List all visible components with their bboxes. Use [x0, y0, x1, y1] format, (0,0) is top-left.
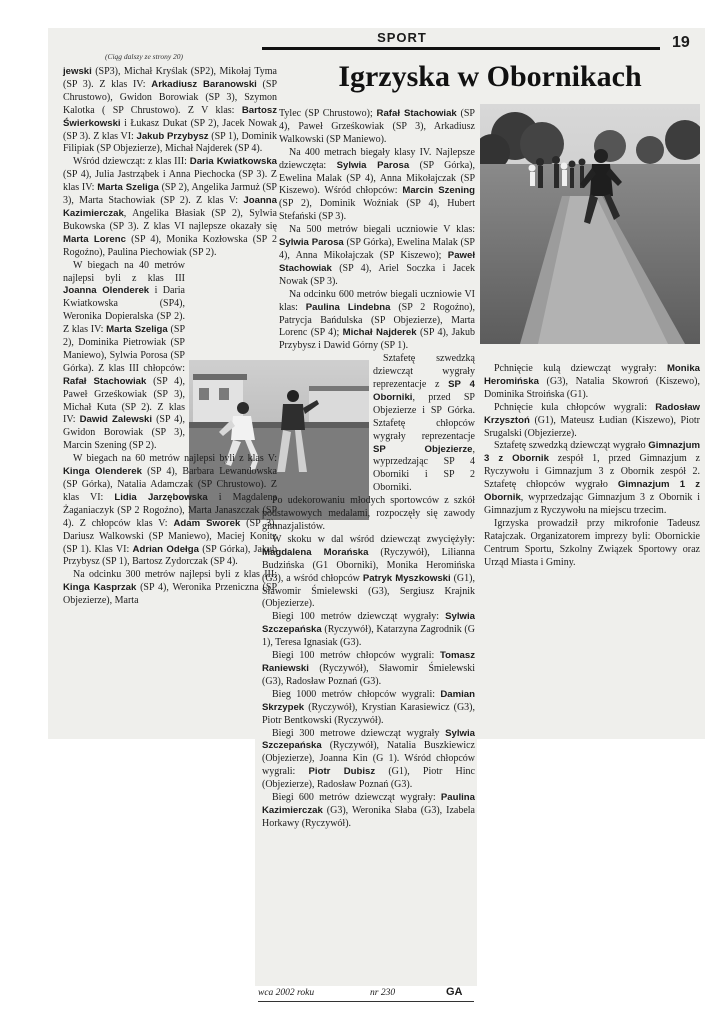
paragraph: Wśród dziewcząt: z klas III: Daria Kwiatkowska (SP 4), Julia Jastrząbek i Anna Piechocka (SP 3). Z klas IV: Marta Szeliga (SP 2), Angelika Jarmuż (SP 3), Marta Stachowiak (SP 2). Z klas V: Joanna Kazimierczak, Angelika Błasiak (SP 2), Sylwia Bukowska (SP 3). Z klas VI najlepsze okazały się Marta Lorenc (SP 4), Monika Kozłowska (SP 2 Rogoźno), Paulina Piechowiak (SP 2). [63, 156, 278, 258]
footer-issue-number: nr 230 [370, 988, 396, 998]
paragraph: Pchnięcie kula chłopców wygrali: Radosław Krzysztoń (G1), Mateusz Łudian (Kiszewo), Piotr Srugalski (Objezierze). [484, 401, 700, 439]
paragraph: Bieg 1000 metrów chłopców wygrali: Damian Skrzypek (Ryczywół), Krystian Karasiewicz (G3), Piotr Bentkowski (Ryczywół). [262, 688, 475, 726]
article-column-2 [262, 108, 475, 831]
paragraph: Tylec (SP Chrustowo); Rafał Stachowiak (SP 4), Paweł Grześkowiak (SP 3), Arkadiusz Walkowski (SP Maniewo). [279, 108, 475, 145]
long-jump-photo [480, 104, 700, 344]
paragraph: Na odcinku 600 metrów biegali uczniowie VI klas: Paulina Lindebna (SP 2 Rogoźno), Patrycja Bańdulska (SP Objezierze), Marta Lorenc (SP 4); Michał Najderek (SP 4), Jakub Przybysz i Dawid Górny (SP 1). [279, 288, 475, 352]
footer-rule [258, 1001, 474, 1002]
paragraph: Biegi 100 metrów dziewcząt wygrały: Sylwia Szczepańska (Ryczywół), Katarzyna Zagrodnik (G 1), Teresa Ignasiak (G3). [262, 611, 475, 649]
continued-note: (Ciąg dalszy ze strony 20) [104, 52, 184, 61]
paragraph: Sztafetę szwedzką dziewcząt wygrały reprezentacje z SP 4 Oborniki, przed SP Objezierze i SP Górka. Sztafetę chłopców wygrały reprezentacje SP Objezierze, wyprzedzając SP 4 Oborniki i SP 2 Oborniki. [373, 353, 475, 494]
paragraph: Po udekorowaniu młodych sportowców z szkół podstawowych medalami, rozpoczęły się zawody gimnazjalistów. [262, 495, 475, 532]
paragraph: W biegach na 60 metrów najlepsi byli z klas V: Kinga Olenderek (SP 4), Barbara Lewandowska (SP Górka), Natalia Adamczak (SP Chrustowo). Z klas VI: Lidia Jarzębowska i Magdalena Żaganiaczyk (SP 2 Rogoźno), Marta Janaszczak (SP 4). Z chłopców klas V: Adam Sworek (SP 3), Dariusz Walkowski (SP Maniewo), Maciej Konitz (SP 1). Klas VI: Adrian Odełga (SP Górka), Jakub Przybysz (SP 1), Bartosz Zydorczak (SP 4). [63, 453, 278, 568]
article-column-1 [63, 66, 277, 608]
paragraph: Na odcinku 300 metrów najlepsi byli z klas III: Kinga Kasprzak (SP 4), Weronika Przeniczna (SP Objezierze), Marta [63, 569, 278, 607]
paragraph: jewski (SP3), Michał Kryślak (SP2), Mikołaj Tyma (SP 3). Z klas IV: Arkadiusz Baranowski (SP Chrustowo), Gwidon Borowiak (SP 3), Szymon Kalotka ( SP Chrustowo). Z V klas: Bartosz Świerkowski i Łukasz Dukat (SP 2), Jacek Nowak (SP 3). Z klas VI: Jakub Przybysz (SP 1), Dominik Filipiak (SP Objezierze), Michał Najderek (SP 4). [63, 66, 278, 155]
paragraph: Biegi 600 metrów dziewcząt wygrały: Paulina Kazimierczak (G3), Weronika Słaba (G3), Izabela Horkawy (Ryczywół). [262, 792, 475, 829]
paragraph: Igrzyska prowadził przy mikrofonie Tadeusz Ratajczak. Organizatorem imprezy byli: Obornickie Centrum Sportu, Szkolny Związek Sportowy oraz Urząd Miasta i Gminy. [484, 517, 700, 568]
footer-date: wca 2002 roku [258, 988, 315, 998]
paragraph: Pchnięcie kulą dziewcząt wygrały: Monika Heromińska (G3), Natalia Skowroń (Kiszewo), Dominika Stroińska (G1). [484, 363, 700, 400]
section-title: SPORT [377, 30, 427, 45]
paragraph: Na 500 metrów biegali uczniowie V klas: Sylwia Parosa (SP Górka), Ewelina Malak (SP 4), Anna Mikołajczak (SP Kiszewo); Paweł Stachowiak (SP 4), Ariel Soczka i Jacek Nowak (SP 3). [279, 224, 475, 287]
article-column-3 [484, 363, 700, 570]
paragraph: Na 400 metrach biegały klasy IV. Najlepsze dziewczęta: Sylwia Parosa (SP Górka), Ewelina Malak (SP 4), Anna Mikołajczak (SP Kiszewo). Wśród chłopców: Marcin Szening (SP 2), Dominik Woźniak (SP 4), Hubert Stefański (SP 3). [279, 146, 475, 223]
paragraph: W biegach na 40 metrów najlepsi byli z klas III Joanna Olenderek i Daria Kwiatkowska (SP4), Weronika Dopieralska (SP 2). Z klas IV: Marta Szeliga (SP 2), Dominika Pietrowiak (SP Maniewo), Sylwia Porosa (SP Górka). Z klas III chłopców: Rafał Stachowiak (SP 4), Paweł Grześkowiak (SP 3), Michał Kuta (SP 2). Z klas IV: Dawid Zalewski (SP 4), Gwidon Borowiak (SP 3), Marcin Szening (SP 2). [63, 259, 185, 452]
paragraph: Biegi 100 metrów chłopców wygrali: Tomasz Raniewski (Ryczywół), Sławomir Śmielewski (G3), Radosław Poznań (G3). [262, 650, 475, 687]
paragraph: Sztafetę szwedzką dziewcząt wygrało Gimnazjum 3 z Obornik zespół 1, przed Gimnazjum z Ryczywołu i Gimnazjum 3 z Obornik zespół 2. Sztafetę chłopców wygrało Gimnazjum 1 z Obornik, wyprzedzając Gimnazjum 3 z Obornik i Gimnazjum z Ryczywołu na miejscu trzecim. [484, 440, 701, 516]
page-number: 19 [672, 34, 690, 51]
article-headline: Igrzyska w Obornikach [338, 60, 642, 93]
header-rule [262, 47, 660, 50]
paragraph: Biegi 300 metrowe dziewcząt wygrały Sylwia Szczepańska (Ryczywół), Natalia Buszkiewicz (Objezierze), Joanna Kin (G 1). Wśród chłopców wygrali: Piotr Dubisz (G1), Piotr Hinc (Objezierze), Radosław Poznań (G3). [262, 727, 475, 791]
paragraph: W skoku w dal wśród dziewcząt zwyciężyły: Magdalena Morańska (Ryczywół), Lilianna Budzińska (G1 Oborniki), Monika Heromińska (G3), a wśród chłopców Patryk Myszkowski (G1), Sławomir Śmielewski (G3), Sergiusz Krajnik (Objezierze). [262, 533, 475, 610]
footer-publication: GA [446, 986, 463, 998]
